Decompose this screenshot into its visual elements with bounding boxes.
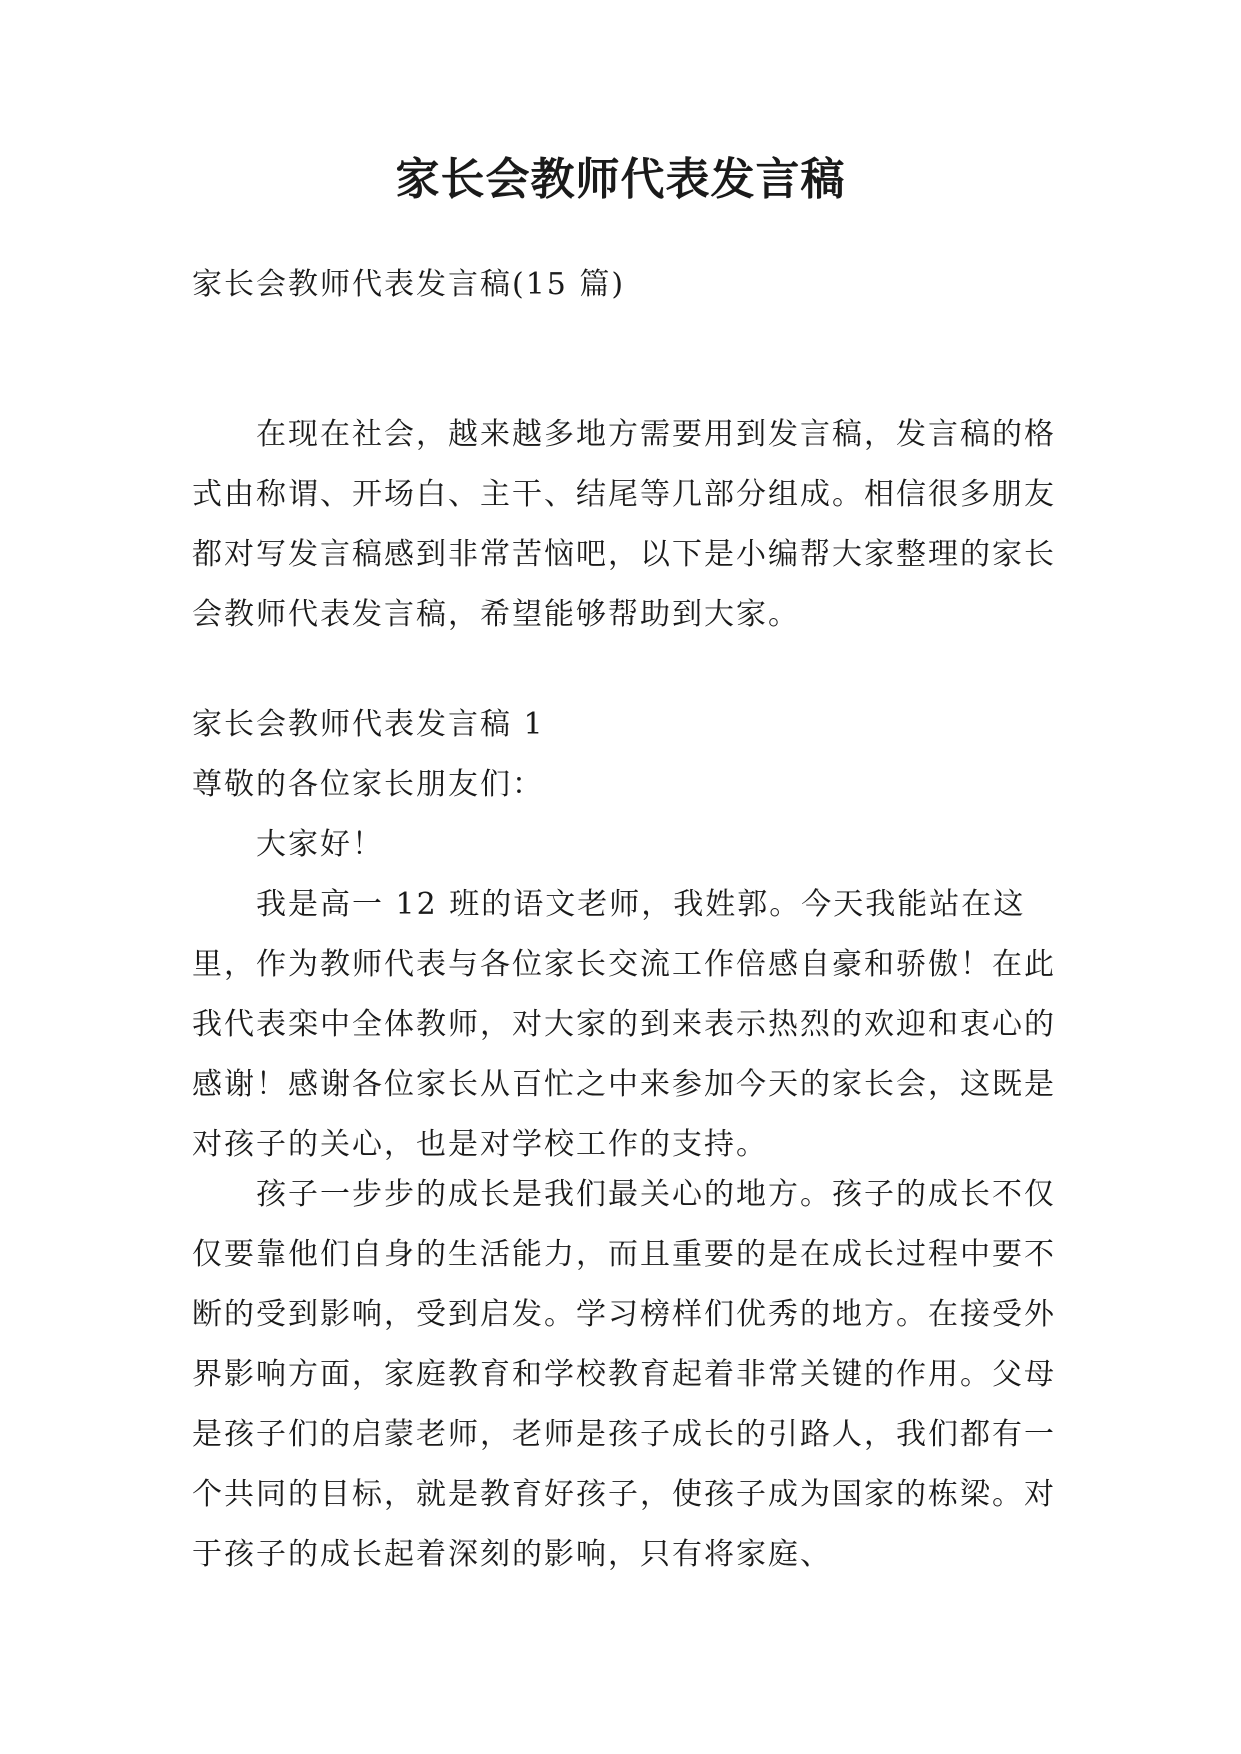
body-paragraph-2: 孩子一步步的成长是我们最关心的地方。孩子的成长不仅仅要靠他们自身的生活能力，而且重要的是在成长过程中要不断的受到影响，受到启发。学习榜样们优秀的地方。在接受外界影响方面，家庭教育和学校教育起着非常关键的作用。父母是孩子们的启蒙老师，老师是孩子成长的引路人，我们都有一个共同的目标，就是教育好孩子，使孩子成为国家的栋梁。对于孩子的成长起着深刻的影响，只有将家庭、	[192, 1177, 1056, 1572]
intro-paragraph: 在现在社会，越来越多地方需要用到发言稿，发言稿的格式由称谓、开场白、主干、结尾等几部分组成。相信很多朋友都对写发言稿感到非常苦恼吧，以下是小编帮大家整理的家长会教师代表发言稿，希望能够帮助到大家。	[192, 417, 1056, 632]
body-paragraph-1: 我是高一 12 班的语文老师，我姓郭。今天我能站在这里，作为教师代表与各位家长交流工作倍感自豪和骄傲！在此我代表栾中全体教师，对大家的到来表示热烈的欢迎和衷心的感谢！感谢各位家长从百忙之中来参加今天的家长会，这既是对孩子的关心，也是对学校工作的支持。	[192, 887, 1056, 1162]
salutation: 尊敬的各位家长朋友们：	[192, 767, 544, 802]
greeting: 大家好！	[192, 827, 384, 862]
section-heading: 家长会教师代表发言稿 1	[192, 707, 545, 742]
document-title: 家长会教师代表发言稿	[395, 154, 846, 205]
document-subtitle: 家长会教师代表发言稿(15 篇)	[192, 267, 626, 302]
